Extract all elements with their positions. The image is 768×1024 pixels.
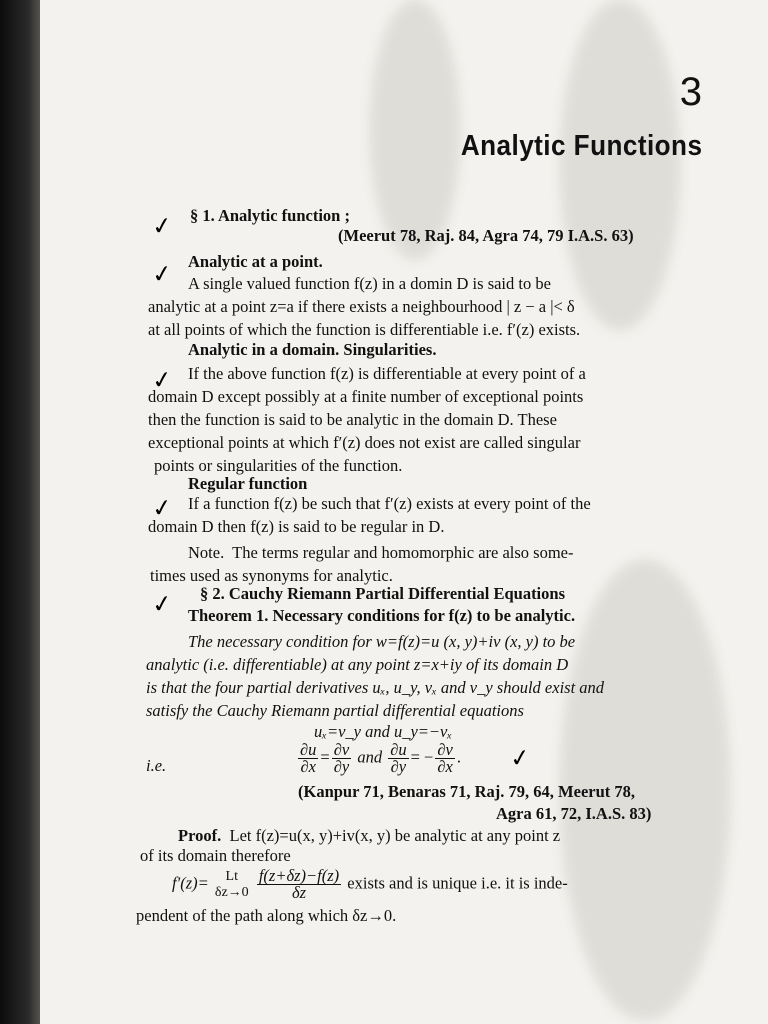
paragraph-line: points or singularities of the function.: [154, 456, 403, 475]
paragraph-line: at all points of which the function is differentiable i.e. f′(z) exists.: [148, 320, 581, 339]
proof-label: Proof.: [178, 826, 222, 845]
checkmark-icon: ✓: [508, 742, 532, 774]
theorem-line: is that the four partial derivatives uₓ, u_y, vₓ and v_y should exist and: [146, 678, 605, 697]
limit-operator: Lt δz→0: [214, 868, 249, 900]
theorem-line: The necessary condition for w=f(z)=u (x, y)+iv (x, y) to be: [188, 632, 576, 651]
chapter-number: 3: [679, 70, 702, 114]
exam-references: Agra 61, 72, I.A.S. 83): [496, 804, 652, 823]
section-heading: [190, 206, 350, 226]
exam-references: (Meerut 78, Raj. 84, Agra 74, 79 I.A.S. 63): [338, 226, 634, 245]
paragraph-line: of its domain therefore: [140, 846, 291, 865]
paragraph-line: pendent of the path along which δz→0.: [136, 906, 397, 925]
stain: [370, 0, 460, 260]
proof-paragraph: [178, 826, 560, 846]
book-page: [40, 0, 768, 1024]
paragraph-line: then the function is said to be analytic in the domain D. These: [148, 410, 557, 429]
theorem-line: analytic (i.e. differentiable) at any point z=x+iy of its domain D: [146, 655, 569, 674]
theorem-heading: Theorem 1. Necessary conditions for f(z) to be analytic.: [188, 606, 576, 625]
ie-label: i.e.: [146, 756, 167, 775]
paragraph-line: times used as synonyms for analytic.: [150, 566, 393, 585]
fraction: $\frac{\partial u}{\partial y}$: [390, 740, 407, 776]
paragraph-line: domain D then f(z) is said to be regular in D.: [148, 517, 445, 536]
checkmark-icon: ✓: [150, 588, 174, 620]
paragraph-line: analytic at a point z=a if there exists a neighbourhood | z − a |< δ: [148, 297, 575, 316]
checkmark-icon: ✓: [150, 364, 174, 396]
checkmark-icon: ✓: [150, 258, 174, 290]
paragraph-line: exceptional points at which f′(z) does not exist are called singular: [148, 433, 581, 452]
section-number: § 1.: [190, 206, 215, 225]
derivative-definition: f′(z)= Lt δz→0 $\frac{f(z+\delta z)-f(z)}{\delta z}$ exists and is unique i.e. it is inde-: [172, 866, 568, 902]
fraction: $\frac{\partial u}{\partial x}$: [300, 740, 317, 776]
section-heading: [200, 584, 565, 604]
chapter-title: Analytic Functions: [460, 130, 702, 162]
checkmark-icon: ✓: [150, 492, 174, 524]
cauchy-riemann-equations: uₓ=v_y and u_y=−vₓ: [314, 722, 453, 741]
stain: [560, 0, 680, 330]
book-spine-shadow: [0, 0, 40, 1024]
checkmark-icon: ✓: [150, 210, 174, 242]
note-paragraph: [188, 543, 574, 563]
fraction: $\frac{f(z+\delta z)-f(z)}{\delta z}$: [258, 866, 340, 902]
fraction: $\frac{\partial v}{\partial y}$: [333, 740, 350, 776]
subheading-analytic-domain: Analytic in a domain. Singularities.: [188, 340, 437, 359]
theorem-line: satisfy the Cauchy Riemann partial differential equations: [146, 701, 524, 720]
note-text: The terms regular and homomorphic are also some-: [232, 543, 574, 562]
fraction: $\frac{\partial v}{\partial x}$: [437, 740, 453, 776]
paragraph-line: A single valued function f(z) in a domin D is said to be: [188, 274, 551, 293]
partial-derivative-equations: $\frac{\partial u}{\partial x}$ = $\frac{\partial v}{\partial y}$ and $\frac{\partial u}{\partial y}$ = − $\frac{\partial v}{\partial x}$ .: [300, 740, 461, 776]
proof-text: Let f(z)=u(x, y)+iv(x, y) be analytic at any point z: [229, 826, 561, 845]
subheading-regular: Regular function: [188, 474, 308, 493]
section-title: Analytic function ;: [217, 206, 350, 225]
paragraph-line: If the above function f(z) is differentiable at every point of a: [188, 364, 586, 383]
section-title: Cauchy Riemann Partial Differential Equations: [228, 584, 565, 603]
subheading-analytic-point: Analytic at a point.: [188, 252, 323, 271]
exam-references: (Kanpur 71, Benaras 71, Raj. 79, 64, Meerut 78,: [298, 782, 636, 801]
paragraph-line: If a function f(z) be such that f′(z) exists at every point of the: [188, 494, 591, 513]
note-label: Note.: [188, 543, 225, 562]
section-number: § 2.: [200, 584, 225, 603]
paragraph-line: domain D except possibly at a finite number of exceptional points: [148, 387, 584, 406]
